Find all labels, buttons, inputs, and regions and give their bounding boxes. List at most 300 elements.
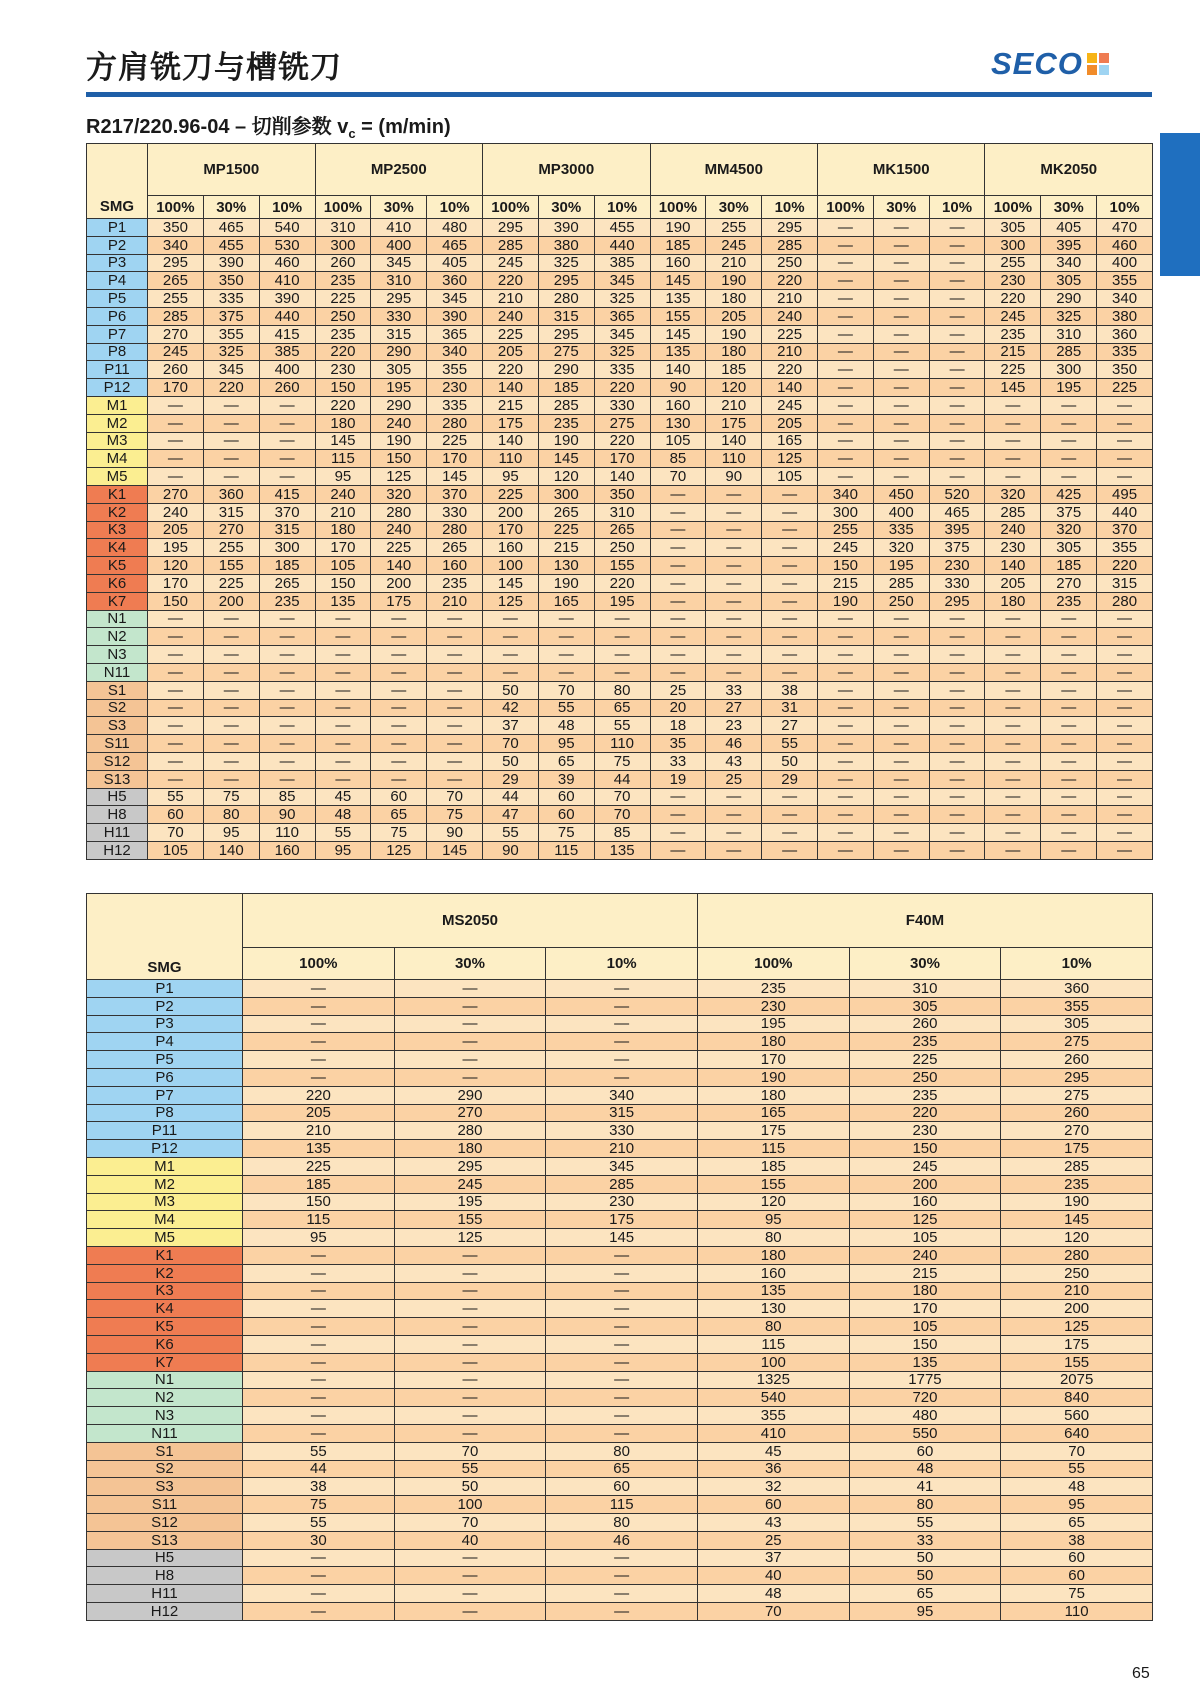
cutting-speed-cell: 530	[259, 236, 315, 254]
cutting-speed-cell: 305	[371, 361, 427, 379]
cutting-speed-cell: 150	[849, 1140, 1001, 1158]
cutting-speed-cell: —	[1041, 414, 1097, 432]
cutting-speed-cell: 85	[594, 824, 650, 842]
cutting-speed-cell: 65	[1001, 1513, 1153, 1531]
cutting-speed-cell: 155	[697, 1175, 849, 1193]
cutting-speed-cell: 265	[427, 539, 483, 557]
cutting-speed-cell: —	[1041, 735, 1097, 753]
cutting-speed-cell: 70	[148, 824, 204, 842]
cutting-speed-cell: 305	[1001, 1015, 1153, 1033]
cutting-speed-cell: —	[1097, 414, 1153, 432]
cutting-speed-cell: 375	[1041, 503, 1097, 521]
cutting-speed-cell: —	[929, 752, 985, 770]
cutting-speed-cell: 230	[985, 272, 1041, 290]
cutting-speed-cell: 185	[1041, 557, 1097, 575]
cutting-speed-cell: 35	[650, 735, 706, 753]
cutting-speed-cell: —	[929, 628, 985, 646]
cutting-speed-cell: 290	[538, 361, 594, 379]
cutting-speed-cell: 155	[203, 557, 259, 575]
cutting-speed-cell: 415	[259, 325, 315, 343]
smg-cell: M4	[87, 1211, 243, 1229]
engagement-header: 30%	[371, 196, 427, 219]
cutting-speed-cell: 280	[371, 503, 427, 521]
cutting-speed-cell: 75	[1001, 1585, 1153, 1603]
cutting-speed-cell: —	[818, 699, 874, 717]
cutting-speed-cell: 160	[849, 1193, 1001, 1211]
cutting-speed-cell: 370	[427, 485, 483, 503]
cutting-speed-cell: —	[929, 325, 985, 343]
cutting-speed-cell: 205	[243, 1104, 395, 1122]
cutting-speed-cell: 50	[483, 681, 539, 699]
cutting-speed-cell: 295	[483, 219, 539, 237]
table-row	[87, 325, 1153, 343]
cutting-speed-cell: —	[706, 663, 762, 681]
cutting-speed-cell: 480	[849, 1407, 1001, 1425]
cutting-speed-cell: 305	[849, 997, 1001, 1015]
cutting-speed-cell: 70	[594, 788, 650, 806]
cutting-speed-cell: —	[985, 646, 1041, 664]
cutting-speed-cell: 37	[483, 717, 539, 735]
smg-cell: S13	[87, 770, 148, 788]
cutting-speed-cell: 240	[483, 307, 539, 325]
cutting-speed-cell: 95	[849, 1602, 1001, 1620]
cutting-speed-cell: —	[873, 432, 929, 450]
cutting-speed-cell: —	[985, 396, 1041, 414]
cutting-speed-cell: —	[929, 414, 985, 432]
cutting-speed-cell: 135	[315, 592, 371, 610]
cutting-speed-cell: 315	[546, 1104, 698, 1122]
cutting-speed-cell: 135	[697, 1282, 849, 1300]
cutting-speed-cell: —	[1041, 628, 1097, 646]
cutting-speed-cell: 46	[706, 735, 762, 753]
cutting-speed-cell: —	[538, 663, 594, 681]
engagement-header: 100%	[243, 948, 395, 980]
cutting-speed-cell: —	[706, 539, 762, 557]
cutting-speed-cell: 75	[427, 806, 483, 824]
cutting-speed-cell: 70	[650, 468, 706, 486]
cutting-speed-cell: 405	[427, 254, 483, 272]
cutting-speed-cell: —	[818, 628, 874, 646]
cutting-speed-cell: 330	[427, 503, 483, 521]
smg-cell: M2	[87, 1175, 243, 1193]
cutting-speed-cell: 240	[371, 521, 427, 539]
engagement-header: 30%	[203, 196, 259, 219]
cutting-speed-cell: —	[427, 735, 483, 753]
smg-cell: H11	[87, 824, 148, 842]
cutting-speed-cell: —	[929, 450, 985, 468]
smg-cell: N11	[87, 663, 148, 681]
cutting-speed-cell: —	[706, 646, 762, 664]
cutting-speed-cell: —	[243, 1051, 395, 1069]
cutting-speed-cell: —	[706, 610, 762, 628]
cutting-speed-cell: 355	[203, 325, 259, 343]
cutting-speed-cell: 150	[243, 1193, 395, 1211]
cutting-speed-cell: 1325	[697, 1371, 849, 1389]
cutting-speed-cell: 200	[203, 592, 259, 610]
cutting-speed-cell: 60	[148, 806, 204, 824]
cutting-speed-cell: 37	[697, 1549, 849, 1567]
cutting-speed-cell: —	[394, 1318, 546, 1336]
cutting-speed-cell: —	[394, 1015, 546, 1033]
cutting-speed-cell: 80	[203, 806, 259, 824]
cutting-speed-cell: 325	[1041, 307, 1097, 325]
cutting-speed-cell: 180	[849, 1282, 1001, 1300]
cutting-speed-cell: —	[243, 1335, 395, 1353]
cutting-speed-cell: 295	[1001, 1068, 1153, 1086]
cutting-speed-cell: 295	[148, 254, 204, 272]
cutting-speed-cell: —	[818, 414, 874, 432]
cutting-speed-cell: 215	[818, 574, 874, 592]
cutting-speed-cell: 190	[1001, 1193, 1153, 1211]
cutting-speed-cell: —	[985, 663, 1041, 681]
cutting-speed-cell: 305	[985, 219, 1041, 237]
smg-cell: N1	[87, 1371, 243, 1389]
cutting-speed-cell: 145	[315, 432, 371, 450]
cutting-speed-cell: 125	[483, 592, 539, 610]
cutting-speed-cell: —	[1097, 432, 1153, 450]
table-row	[87, 485, 1153, 503]
cutting-speed-cell: —	[985, 806, 1041, 824]
cutting-speed-cell: —	[148, 450, 204, 468]
cutting-speed-cell: —	[985, 628, 1041, 646]
smg-cell: P3	[87, 254, 148, 272]
cutting-speed-cell: 370	[1097, 521, 1153, 539]
cutting-speed-cell: 210	[483, 290, 539, 308]
cutting-speed-cell: —	[315, 646, 371, 664]
cutting-speed-cell: 80	[546, 1513, 698, 1531]
cutting-speed-cell: —	[706, 503, 762, 521]
smg-header: SMG	[87, 894, 243, 980]
cutting-speed-cell: 190	[650, 219, 706, 237]
cutting-speed-cell: —	[818, 735, 874, 753]
cutting-speed-cell: 120	[706, 379, 762, 397]
cutting-speed-cell: 470	[1097, 219, 1153, 237]
cutting-speed-cell: —	[203, 450, 259, 468]
cutting-speed-cell: 275	[1001, 1033, 1153, 1051]
smg-cell: P7	[87, 1086, 243, 1104]
cutting-speed-cell: 180	[315, 521, 371, 539]
cutting-speed-cell: —	[1097, 752, 1153, 770]
cutting-speed-cell: 235	[697, 980, 849, 998]
cutting-speed-cell: 495	[1097, 485, 1153, 503]
cutting-speed-cell: 50	[849, 1549, 1001, 1567]
cutting-speed-cell: 50	[394, 1478, 546, 1496]
cutting-speed-cell: —	[1041, 699, 1097, 717]
cutting-speed-cell: 1775	[849, 1371, 1001, 1389]
cutting-speed-cell: 210	[1001, 1282, 1153, 1300]
cutting-speed-cell: —	[427, 717, 483, 735]
cutting-speed-cell: 410	[259, 272, 315, 290]
table-row	[87, 1549, 1153, 1567]
cutting-speed-cell: 39	[538, 770, 594, 788]
cutting-speed-cell: 255	[706, 219, 762, 237]
cutting-speed-cell: —	[148, 770, 204, 788]
table-row	[87, 450, 1153, 468]
cutting-speed-cell: 155	[594, 557, 650, 575]
cutting-speed-cell: 140	[483, 379, 539, 397]
cutting-speed-cell: —	[259, 699, 315, 717]
cutting-speed-cell: 140	[371, 557, 427, 575]
cutting-speed-cell: 350	[594, 485, 650, 503]
cutting-speed-cell: 80	[546, 1442, 698, 1460]
cutting-speed-cell: —	[650, 539, 706, 557]
cutting-speed-cell: —	[203, 432, 259, 450]
cutting-speed-cell: 130	[650, 414, 706, 432]
cutting-speed-cell: 230	[929, 557, 985, 575]
cutting-speed-cell: —	[929, 735, 985, 753]
cutting-speed-cell: —	[818, 824, 874, 842]
cutting-speed-cell: 70	[594, 806, 650, 824]
cutting-speed-cell: —	[203, 663, 259, 681]
cutting-speed-cell: —	[650, 521, 706, 539]
cutting-speed-cell: 345	[594, 272, 650, 290]
cutting-speed-cell: —	[1041, 752, 1097, 770]
cutting-speed-cell: 32	[697, 1478, 849, 1496]
cutting-speed-cell: 255	[203, 539, 259, 557]
cutting-speed-cell: 310	[1041, 325, 1097, 343]
cutting-speed-cell: 185	[538, 379, 594, 397]
cutting-speed-cell: —	[259, 717, 315, 735]
cutting-speed-cell: 140	[985, 557, 1041, 575]
cutting-speed-cell: 120	[538, 468, 594, 486]
cutting-speed-cell: —	[546, 1424, 698, 1442]
cutting-speed-cell: 85	[259, 788, 315, 806]
cutting-speed-cell: 840	[1001, 1389, 1153, 1407]
cutting-speed-cell: 280	[394, 1122, 546, 1140]
cutting-speed-cell: 60	[1001, 1549, 1153, 1567]
cutting-speed-cell: —	[546, 1602, 698, 1620]
cutting-speed-cell: 285	[1041, 343, 1097, 361]
cutting-speed-cell: —	[985, 414, 1041, 432]
cutting-speed-cell: 140	[706, 432, 762, 450]
cutting-speed-cell: —	[243, 1068, 395, 1086]
cutting-speed-cell: 220	[849, 1104, 1001, 1122]
engagement-header: 100%	[148, 196, 204, 219]
cutting-speed-cell: 355	[1097, 539, 1153, 557]
cutting-speed-cell: —	[873, 699, 929, 717]
cutting-speed-cell: 220	[762, 272, 818, 290]
table-row	[87, 841, 1153, 859]
cutting-speed-cell: 235	[849, 1033, 1001, 1051]
cutting-speed-cell: —	[546, 1585, 698, 1603]
table-row	[87, 236, 1153, 254]
cutting-speed-cell: 33	[706, 681, 762, 699]
cutting-speed-cell: —	[243, 1407, 395, 1425]
cutting-speed-cell: 195	[371, 379, 427, 397]
engagement-header: 10%	[594, 196, 650, 219]
cutting-speed-cell: 135	[650, 343, 706, 361]
cutting-speed-cell: 245	[985, 307, 1041, 325]
cutting-speed-cell: 140	[650, 361, 706, 379]
cutting-speed-cell: —	[243, 1389, 395, 1407]
cutting-speed-cell: 550	[849, 1424, 1001, 1442]
cutting-speed-cell: 145	[427, 468, 483, 486]
cutting-speed-cell: —	[762, 592, 818, 610]
cutting-speed-cell: 175	[483, 414, 539, 432]
cutting-speed-cell: 195	[394, 1193, 546, 1211]
cutting-speed-cell: 200	[371, 574, 427, 592]
cutting-speed-cell: 18	[650, 717, 706, 735]
cutting-speed-cell: 280	[538, 290, 594, 308]
cutting-speed-cell: —	[203, 735, 259, 753]
cutting-speed-cell: —	[1041, 450, 1097, 468]
cutting-speed-cell: 185	[697, 1157, 849, 1175]
cutting-speed-cell: 33	[650, 752, 706, 770]
cutting-speed-cell: 60	[1001, 1567, 1153, 1585]
cutting-speed-cell: 135	[849, 1353, 1001, 1371]
table-row	[87, 1353, 1153, 1371]
cutting-speed-cell: 345	[594, 325, 650, 343]
cutting-speed-cell: —	[546, 1335, 698, 1353]
cutting-speed-cell: 230	[546, 1193, 698, 1211]
cutting-data-table-2	[86, 893, 1153, 1621]
cutting-speed-cell: 265	[259, 574, 315, 592]
grade-header-mk1500: MK1500	[818, 144, 985, 196]
cutting-speed-cell: —	[762, 521, 818, 539]
cutting-speed-cell: —	[394, 1549, 546, 1567]
cutting-speed-cell: —	[1097, 824, 1153, 842]
cutting-speed-cell: —	[394, 1353, 546, 1371]
cutting-speed-cell: 330	[371, 307, 427, 325]
table-row	[87, 1229, 1153, 1247]
cutting-speed-cell: 46	[546, 1531, 698, 1549]
cutting-speed-cell: —	[243, 1424, 395, 1442]
smg-cell: P5	[87, 290, 148, 308]
smg-cell: S12	[87, 1513, 243, 1531]
cutting-speed-cell: 285	[985, 503, 1041, 521]
table-row	[87, 574, 1153, 592]
cutting-speed-cell: 160	[650, 254, 706, 272]
cutting-speed-cell: 210	[546, 1140, 698, 1158]
cutting-speed-cell: 265	[538, 503, 594, 521]
table-row	[87, 1460, 1153, 1478]
cutting-speed-cell: —	[315, 681, 371, 699]
cutting-speed-cell: 255	[148, 290, 204, 308]
cutting-speed-cell: 55	[148, 788, 204, 806]
table-row	[87, 361, 1153, 379]
cutting-speed-cell: 340	[148, 236, 204, 254]
table-row	[87, 1371, 1153, 1389]
smg-cell: N1	[87, 610, 148, 628]
cutting-speed-cell: 215	[483, 396, 539, 414]
cutting-speed-cell: —	[985, 699, 1041, 717]
cutting-speed-cell: 205	[706, 307, 762, 325]
smg-cell: K2	[87, 503, 148, 521]
cutting-speed-cell: 65	[849, 1585, 1001, 1603]
cutting-speed-cell: 220	[315, 343, 371, 361]
cutting-speed-cell: —	[985, 824, 1041, 842]
cutting-speed-cell: 195	[148, 539, 204, 557]
cutting-speed-cell: 285	[1001, 1157, 1153, 1175]
cutting-speed-cell: 245	[148, 343, 204, 361]
cutting-speed-cell: 190	[697, 1068, 849, 1086]
cutting-speed-cell: 250	[762, 254, 818, 272]
table-row	[87, 752, 1153, 770]
cutting-speed-cell: 125	[849, 1211, 1001, 1229]
cutting-speed-cell: —	[427, 770, 483, 788]
cutting-speed-cell: —	[985, 610, 1041, 628]
cutting-speed-cell: 175	[1001, 1140, 1153, 1158]
cutting-speed-cell: 55	[243, 1442, 395, 1460]
cutting-speed-cell: —	[203, 699, 259, 717]
cutting-speed-cell: —	[818, 610, 874, 628]
cutting-speed-cell: —	[650, 557, 706, 575]
cutting-speed-cell: 220	[594, 379, 650, 397]
cutting-speed-cell: —	[873, 236, 929, 254]
cutting-speed-cell: —	[394, 980, 546, 998]
smg-cell: P6	[87, 1068, 243, 1086]
cutting-speed-cell: 245	[818, 539, 874, 557]
table-row	[87, 770, 1153, 788]
table-row	[87, 997, 1153, 1015]
cutting-speed-cell: 480	[427, 219, 483, 237]
cutting-speed-cell: 220	[1097, 557, 1153, 575]
cutting-speed-cell: 335	[594, 361, 650, 379]
cutting-speed-cell: —	[873, 361, 929, 379]
cutting-speed-cell: 135	[594, 841, 650, 859]
cutting-speed-cell: —	[243, 980, 395, 998]
cutting-speed-cell: —	[873, 468, 929, 486]
cutting-speed-cell: 120	[697, 1193, 849, 1211]
cutting-speed-cell: —	[371, 752, 427, 770]
cutting-speed-cell: —	[706, 592, 762, 610]
cutting-speed-cell: 275	[594, 414, 650, 432]
cutting-speed-cell: —	[427, 699, 483, 717]
cutting-speed-cell: 210	[706, 396, 762, 414]
cutting-speed-cell: —	[394, 1585, 546, 1603]
cutting-speed-cell: 65	[594, 699, 650, 717]
smg-cell: H5	[87, 788, 148, 806]
cutting-speed-cell: —	[929, 379, 985, 397]
cutting-speed-cell: —	[371, 717, 427, 735]
cutting-speed-cell: 170	[427, 450, 483, 468]
cutting-speed-cell: 220	[762, 361, 818, 379]
smg-cell: P4	[87, 1033, 243, 1051]
cutting-speed-cell: —	[243, 1585, 395, 1603]
cutting-speed-cell: —	[818, 681, 874, 699]
table-row	[87, 1335, 1153, 1353]
cutting-speed-cell: —	[203, 752, 259, 770]
cutting-speed-cell: 220	[243, 1086, 395, 1104]
cutting-speed-cell: 365	[427, 325, 483, 343]
cutting-speed-cell: —	[706, 521, 762, 539]
cutting-speed-cell: 80	[849, 1496, 1001, 1514]
cutting-speed-cell: 225	[427, 432, 483, 450]
cutting-speed-cell: —	[929, 468, 985, 486]
cutting-speed-cell: 145	[650, 325, 706, 343]
cutting-speed-cell: —	[394, 1051, 546, 1069]
cutting-speed-cell: 305	[1041, 272, 1097, 290]
cutting-speed-cell: 210	[243, 1122, 395, 1140]
cutting-speed-cell: —	[1097, 450, 1153, 468]
cutting-speed-cell: 260	[315, 254, 371, 272]
cutting-speed-cell: 285	[483, 236, 539, 254]
cutting-speed-cell: 105	[148, 841, 204, 859]
cutting-speed-cell: —	[1097, 396, 1153, 414]
smg-cell: S2	[87, 699, 148, 717]
cutting-speed-cell: —	[985, 717, 1041, 735]
cutting-speed-cell: 385	[259, 343, 315, 361]
table-row	[87, 539, 1153, 557]
cutting-speed-cell: —	[594, 610, 650, 628]
engagement-header: 100%	[483, 196, 539, 219]
cutting-speed-cell: —	[818, 307, 874, 325]
cutting-speed-cell: 205	[148, 521, 204, 539]
smg-cell: P6	[87, 307, 148, 325]
cutting-speed-cell: —	[243, 1246, 395, 1264]
cutting-speed-cell: —	[1097, 681, 1153, 699]
table-row	[87, 681, 1153, 699]
